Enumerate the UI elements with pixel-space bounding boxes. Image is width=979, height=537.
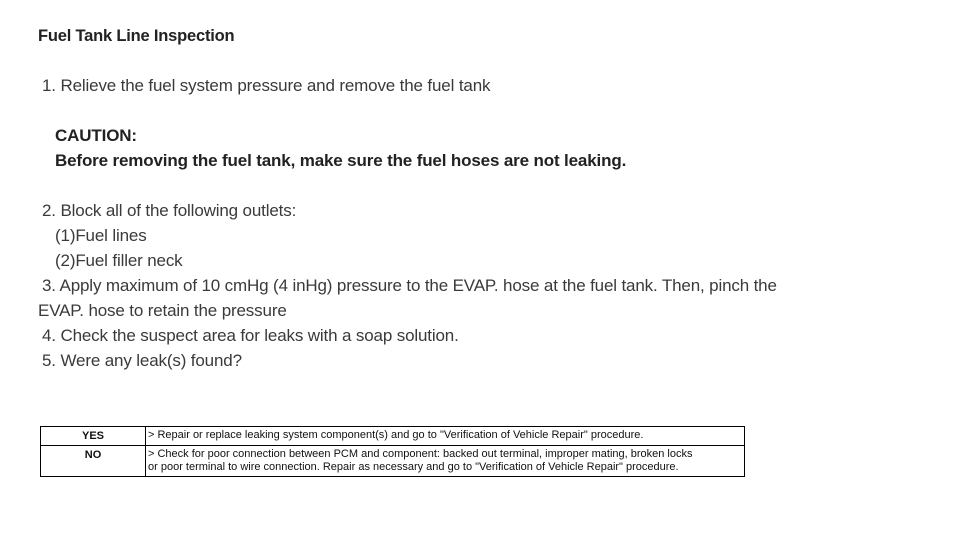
caution-text: Before removing the fuel tank, make sure the fuel hoses are not leaking. — [55, 151, 627, 170]
page-title: Fuel Tank Line Inspection — [38, 27, 235, 45]
yes-label: YES — [41, 427, 146, 446]
result-table — [40, 426, 745, 477]
no-action-line-1: > Check for poor connection between PCM and component: backed out terminal, improper mating, broken locks — [148, 447, 693, 460]
step-2-item-filler-neck: (2)Fuel filler neck — [55, 251, 183, 270]
step-5: 5. Were any leak(s) found? — [42, 351, 242, 370]
caution-heading: CAUTION: — [55, 126, 137, 145]
step-2: 2. Block all of the following outlets: — [42, 201, 297, 220]
step-3-line-1: 3. Apply maximum of 10 cmHg (4 inHg) pressure to the EVAP. hose at the fuel tank. Then, pinch the — [42, 276, 777, 295]
table-row-yes — [41, 427, 745, 446]
table-row-no — [41, 445, 745, 476]
no-action — [146, 445, 745, 476]
step-3-line-2: EVAP. hose to retain the pressure — [38, 301, 287, 320]
step-1: 1. Relieve the fuel system pressure and remove the fuel tank — [42, 76, 491, 95]
step-2-item-fuel-lines: (1)Fuel lines — [55, 226, 147, 245]
no-action-line-2: or poor terminal to wire connection. Repair as necessary and go to "Verification of Vehicle Repair" procedure. — [148, 461, 679, 473]
no-label: NO — [41, 445, 146, 476]
step-4: 4. Check the suspect area for leaks with a soap solution. — [42, 326, 459, 345]
yes-action: > Repair or replace leaking system component(s) and go to "Verification of Vehicle Repair" procedure. — [146, 427, 745, 446]
